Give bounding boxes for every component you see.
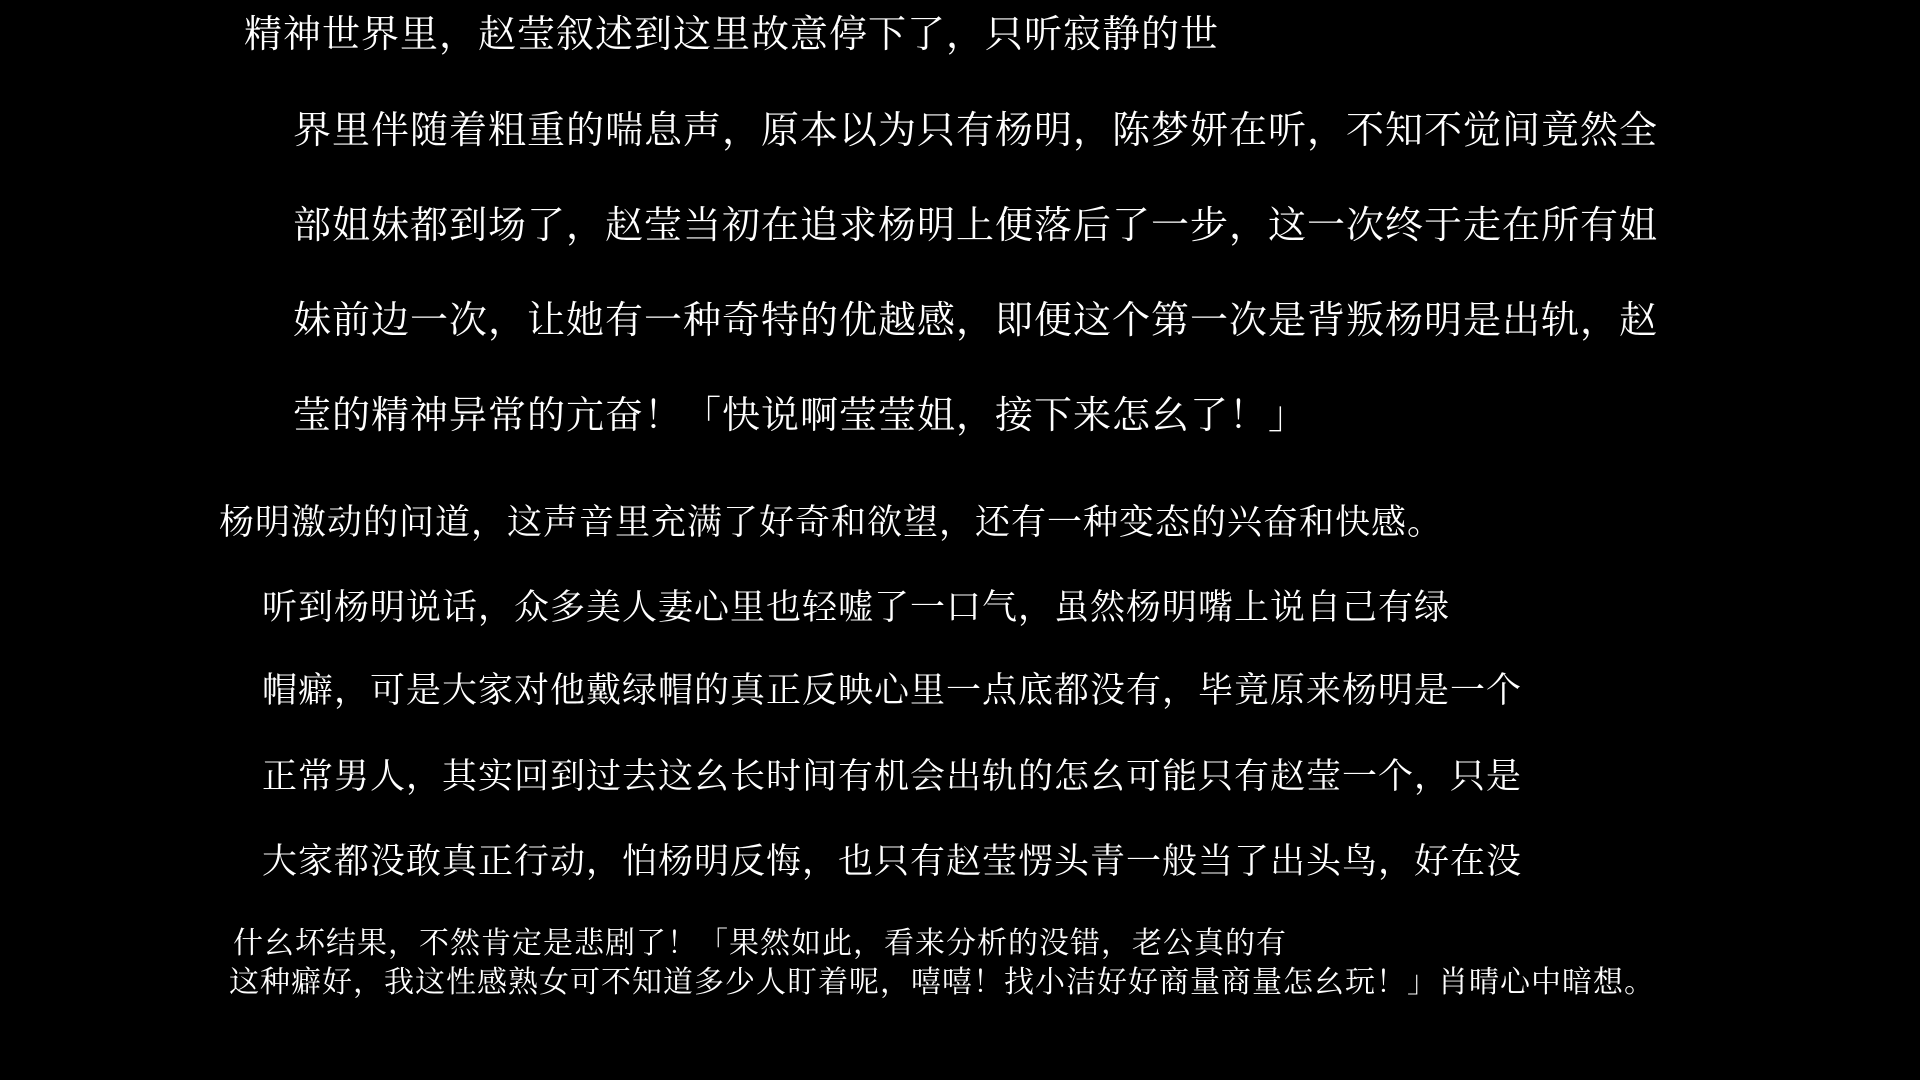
novel-text-line-6: 杨明激动的问道，这声音里充满了好奇和欲望，还有一种变态的兴奋和快感。 xyxy=(219,503,1444,542)
novel-text-line-11: 什幺坏结果，不然肯定是悲剧了！「果然如此，看来分析的没错，老公真的有 xyxy=(233,927,1287,960)
novel-text-line-12: 这种癖好，我这性感熟女可不知道多少人盯着呢，嘻嘻！找小洁好好商量商量怎幺玩！」肖晴心中暗想。 xyxy=(229,966,1655,999)
novel-text-line-7: 听到杨明说话，众多美人妻心里也轻嘘了一口气，虽然杨明嘴上说自己有绿 xyxy=(262,588,1451,627)
novel-text-line-4: 妹前边一次，让她有一种奇特的优越感，即便这个第一次是背叛杨明是出轨，赵 xyxy=(293,300,1659,342)
novel-text-line-8: 帽癖，可是大家对他戴绿帽的真正反映心里一点底都没有，毕竟原来杨明是一个 xyxy=(262,671,1523,710)
novel-text-line-3: 部姐妹都到场了，赵莹当初在追求杨明上便落后了一步，这一次终于走在所有姐 xyxy=(293,205,1659,247)
novel-text-line-2: 界里伴随着粗重的喘息声，原本以为只有杨明，陈梦妍在听，不知不觉间竟然全 xyxy=(293,110,1659,152)
novel-text-line-10: 大家都没敢真正行动，怕杨明反悔，也只有赵莹愣头青一般当了出头鸟，好在没 xyxy=(262,842,1523,881)
novel-text-line-1: 精神世界里，赵莹叙述到这里故意停下了，只听寂静的世 xyxy=(244,14,1220,56)
novel-text-line-9: 正常男人，其实回到过去这幺长时间有机会出轨的怎幺可能只有赵莹一个，只是 xyxy=(262,757,1523,796)
novel-text-line-5: 莹的精神异常的亢奋！「快说啊莹莹姐，接下来怎幺了！」 xyxy=(293,395,1308,437)
